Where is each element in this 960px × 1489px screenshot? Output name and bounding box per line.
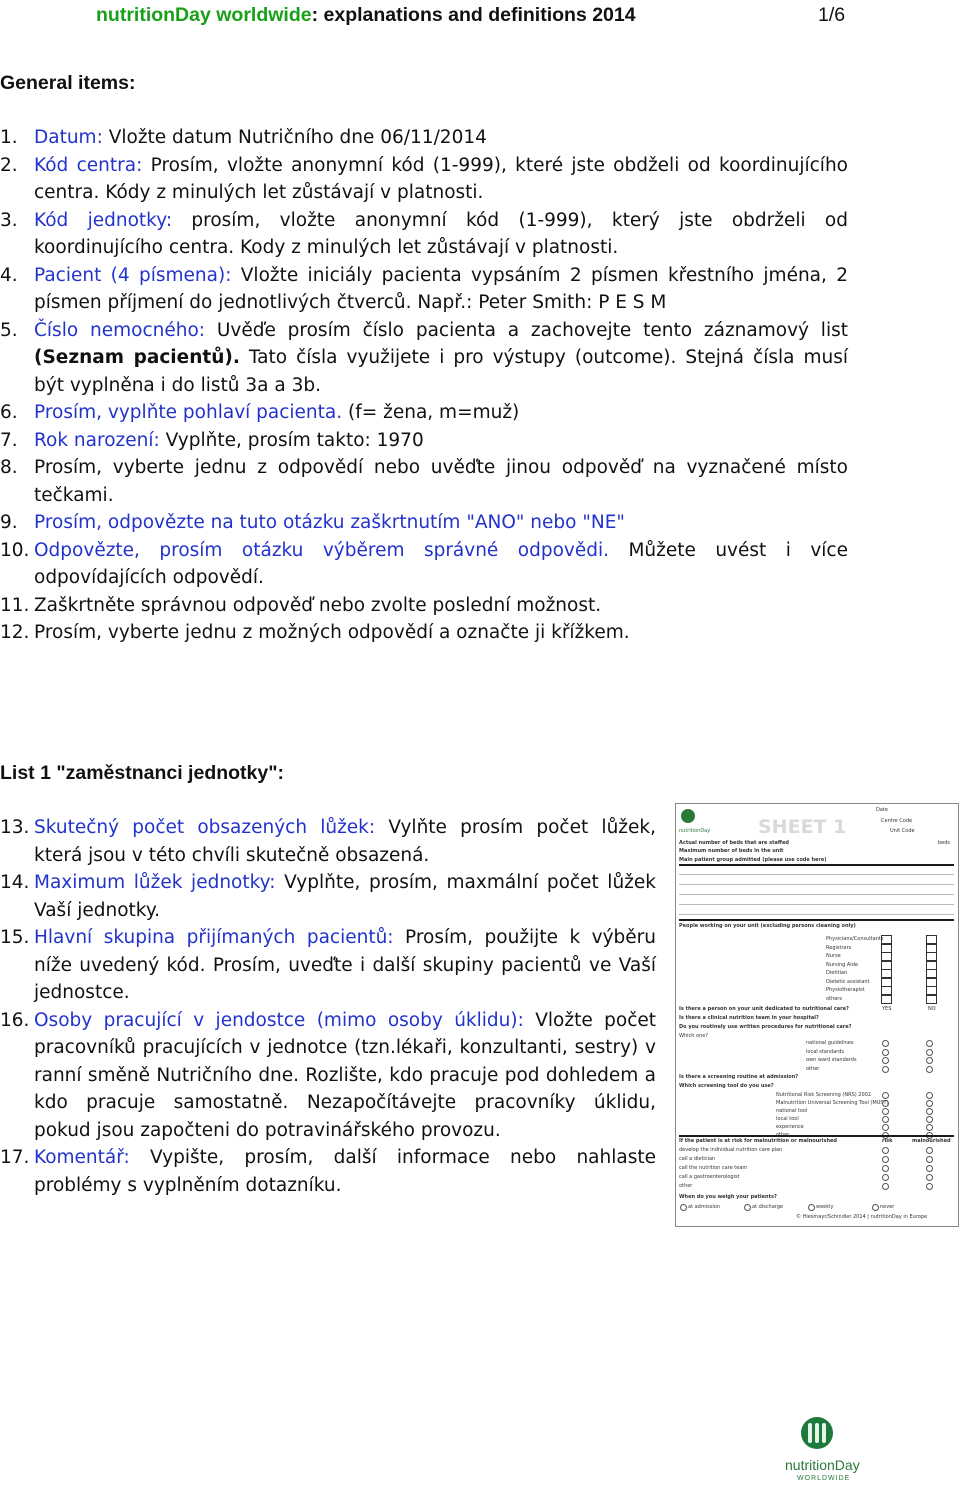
radio-icon — [882, 1040, 889, 1047]
sheet-logo-text: nutritionDay — [679, 828, 711, 834]
page-header — [96, 4, 846, 27]
item-number: 5. — [0, 319, 18, 341]
radio-icon — [926, 1057, 933, 1064]
sheet-main-group: Main patient group admitted (please use code here) — [679, 857, 827, 863]
item-text: Zaškrtněte správnou odpověď nebo zvolte poslední možnost. — [34, 594, 602, 616]
sheet-row-label: Nursing Aide — [826, 961, 858, 968]
radio-icon — [926, 1100, 933, 1107]
code-row — [679, 914, 954, 915]
item-number: 9. — [0, 512, 18, 533]
radio-icon — [872, 1204, 879, 1211]
sheet-risk-head: If the patient is at risk for malnutrition or malnourished — [679, 1138, 837, 1144]
item-label: Komentář: — [34, 1147, 130, 1168]
sheet-title: SHEET 1 — [758, 816, 847, 838]
sheet-centre-label: Centre Code — [881, 818, 913, 824]
radio-icon — [882, 1165, 889, 1172]
radio-icon — [882, 1108, 889, 1115]
item-number: 11. — [0, 594, 30, 616]
section-title-sheet1: List 1 "zaměstnanci jednotky": — [0, 762, 284, 784]
nutritionday-logo-mark-icon — [801, 1417, 833, 1449]
sheet-row-label: Physiotherapist — [826, 987, 865, 993]
radio-icon — [926, 1165, 933, 1172]
radio-icon — [926, 1116, 933, 1123]
sheet-row-label: experience — [776, 1124, 804, 1130]
sheet-q-team: Is there a clinical nutrition team in your hospital? — [679, 1015, 819, 1021]
item-text: Vložte iniciály pacienta vypsáním 2 písmen křestního jména, 2 písmen příjmení do jednotlivých čtverců. Např.: Peter Smith: P E S M — [34, 264, 848, 313]
sheet-weigh-option: never — [880, 1204, 895, 1210]
list-item — [0, 869, 656, 924]
sheet-row-label: call a dietician — [679, 1156, 716, 1162]
header-title: : explanations and definitions 2014 — [311, 4, 636, 26]
footer-logo-name: nutritionDay — [785, 1457, 860, 1473]
item-text: Prosím, vyberte jednu z možných odpovědí a označte ji křížkem. — [34, 622, 630, 643]
item-text: Prosím, vložte anonymní kód (1-999), které jste obdželi od koordinujícího centra. Kódy z minulých let zůstávají v platnosti. — [34, 154, 848, 203]
item-text: prosím, vložte anonymní kód (1-999), který jste obdrželi od koordinujícího centra. Kody z minulých let zůstávají v platnosti. — [34, 209, 848, 258]
item-label: Hlavní skupina přijímaných pacientů: — [34, 927, 394, 948]
sheet-weigh-option: at discharge — [752, 1204, 783, 1210]
radio-icon — [926, 1124, 933, 1131]
code-row — [679, 904, 954, 905]
item-text: Vyplňte, prosím takto: 1970 — [159, 429, 424, 451]
list-item — [0, 814, 656, 869]
item-text: (f= žena, m=muž) — [342, 402, 520, 423]
list-item — [0, 592, 848, 620]
item-label: Skutečný počet obsazených lůžek: — [34, 817, 376, 838]
sheet-weigh-option: at admission — [688, 1204, 720, 1210]
radio-icon — [882, 1156, 889, 1163]
sheet-row-label: Physicians/Consultants — [826, 936, 884, 942]
code-row — [679, 884, 954, 885]
code-row — [679, 874, 954, 875]
sheet-unit-label: Unit Code — [890, 828, 915, 834]
sheet-row-label: local standards — [806, 1048, 845, 1055]
item-text: Tato čísla využijete i pro výstupy (outcome). Stejná čísla musí být vyplněna i do listů 3a a 3b. — [34, 347, 849, 396]
sheet-tool-q: Which screening tool do you use? — [679, 1083, 774, 1089]
code-row — [679, 894, 954, 895]
sheet-row-label: local tool — [776, 1116, 799, 1122]
radio-icon — [926, 1066, 933, 1073]
item-number: 8. — [0, 457, 18, 478]
item-label: Maximum lůžek jednotky: — [34, 872, 276, 893]
radio-icon — [926, 1049, 933, 1056]
sheet-q-procedures: Do you routinely use written procedures for nutritional care? — [679, 1024, 852, 1030]
item-label: Datum: — [34, 127, 103, 148]
sheet1-items-list — [0, 814, 656, 1199]
sheet-row-label: other — [806, 1065, 820, 1072]
item-number: 12. — [0, 622, 30, 643]
sheet-row-label: Registrars — [826, 944, 852, 951]
list-item — [0, 124, 848, 152]
item-label: Rok narození: — [34, 429, 160, 451]
item-text: Vložte počet pracovníků pracujících v jednotce (tzn.lékaři, konzultanti, sestry) v ranní směně Nutričního dne. Rozlište, kdo pracuje pod dohledem a kdo pracuje samostatně. Nezapočítávejte pracovníky úklidu, pokud jsou započteni do potravinářského provozu. — [34, 1009, 657, 1141]
sheet-risk: risk — [882, 1138, 893, 1144]
item-text: Můžete uvést i více odpovídajících odpovědí. — [34, 539, 848, 588]
divider — [679, 919, 954, 921]
sheet-row-label: Nurse — [826, 953, 841, 959]
radio-icon — [882, 1066, 889, 1073]
nutritionday-logo-icon — [681, 809, 695, 823]
radio-icon — [680, 1204, 687, 1211]
item-label: Osoby pracující v jendostce (mimo osoby úklidu): — [34, 1009, 524, 1031]
radio-icon — [926, 1108, 933, 1115]
item-text: Vložte datum Nutričního dne 06/11/2014 — [102, 127, 487, 148]
sheet-yes: YES — [882, 1006, 892, 1012]
sheet-row-label: Nutritional Risk Screening (NRS) 2002 — [776, 1092, 872, 1098]
radio-icon — [926, 1040, 933, 1047]
divider — [679, 864, 954, 866]
sheet-row-label: Malnutrition Universal Screening Tool (MUST) — [776, 1100, 889, 1106]
sheet1-form-thumbnail — [675, 803, 959, 1227]
list-item — [0, 152, 848, 207]
radio-icon — [882, 1049, 889, 1056]
item-number: 13. — [0, 817, 30, 838]
sheet-row-label: Dietetic assistant — [826, 978, 870, 985]
list-item — [0, 317, 848, 400]
sheet-screen-q: Is there a screening routine at admission? — [679, 1074, 799, 1080]
radio-icon — [926, 1183, 933, 1190]
general-items-list — [0, 124, 848, 647]
radio-icon — [808, 1204, 815, 1211]
radio-icon — [744, 1204, 751, 1211]
item-number: 10. — [0, 539, 30, 561]
item-number: 16. — [0, 1009, 30, 1031]
item-text-bold: (Seznam pacientů). — [34, 347, 240, 368]
list-item — [0, 427, 848, 455]
item-label: Kód centra: — [34, 154, 143, 176]
sheet-staff-head: People working on your unit (excluding persons cleaning only) — [679, 923, 856, 929]
radio-icon — [882, 1124, 889, 1131]
count-box — [881, 995, 892, 1004]
radio-icon — [926, 1174, 933, 1181]
radio-icon — [882, 1092, 889, 1099]
nutritionday-footer-logo — [785, 1413, 860, 1489]
item-number: 14. — [0, 872, 30, 893]
radio-icon — [882, 1147, 889, 1154]
sheet-malnourished: malnourished — [912, 1138, 951, 1144]
item-number: 2. — [0, 154, 18, 176]
radio-icon — [882, 1183, 889, 1190]
divider — [679, 1135, 954, 1137]
list-item — [0, 924, 656, 1007]
radio-icon — [882, 1174, 889, 1181]
sheet-row-label: develop the individual nutrition care plan — [679, 1147, 783, 1153]
list-item — [0, 207, 848, 262]
page-number: 1/6 — [818, 4, 846, 26]
item-number: 4. — [0, 264, 18, 286]
list-item — [0, 537, 848, 592]
item-number: 17. — [0, 1147, 30, 1168]
item-label: Číslo nemocného: — [34, 319, 205, 341]
sheet-row-label: Dietitian — [826, 970, 848, 976]
item-number: 15. — [0, 927, 30, 948]
item-number: 1. — [0, 127, 18, 148]
sheet-row-label: national guidelines — [806, 1040, 854, 1046]
sheet-footer: © Hiesmayr/Schindler 2014 | nutritionDay in Europe — [796, 1214, 928, 1220]
sheet-row-label: call the nutrition care team — [679, 1165, 748, 1171]
item-text: Vylňte prosím počet lůžek, která jsou v této chvíli skutečně obsazená. — [34, 817, 656, 866]
radio-icon — [882, 1100, 889, 1107]
sheet-beds-unit: beds — [938, 840, 951, 846]
sheet-no: NO — [928, 1006, 936, 1012]
item-number: 3. — [0, 209, 18, 231]
list-item — [0, 1144, 656, 1199]
item-text: Prosím, vyberte jednu z odpovědí nebo uvěďte jinou odpověď na vyznačené místo tečkami. — [34, 457, 848, 506]
count-box — [926, 995, 937, 1004]
list-item — [0, 454, 848, 509]
sheet-row-label: national tool — [776, 1108, 808, 1114]
sheet-weigh-q: When do you weigh your patients? — [679, 1194, 777, 1200]
list-item — [0, 399, 848, 427]
radio-icon — [926, 1147, 933, 1154]
list-item — [0, 619, 848, 647]
list-item — [0, 509, 848, 537]
list-item — [0, 262, 848, 317]
sheet-row-label: own ward standards — [806, 1057, 857, 1063]
item-number: 7. — [0, 429, 18, 451]
item-number: 6. — [0, 402, 18, 423]
sheet-date-label: Date — [876, 807, 888, 813]
sheet-beds-max: Maximum number of beds in the unit — [679, 848, 784, 854]
sheet-beds-occupied: Actual number of beds that are staffed — [679, 840, 789, 846]
item-label: Pacient (4 písmena): — [34, 264, 232, 286]
item-text: Uvěďe prosím číslo pacienta a zachovejte tento záznamový list — [205, 319, 848, 341]
footer-logo-sub: WORLDWIDE — [797, 1475, 851, 1482]
sheet-q-dietitian: Is there a person on your unit dedicated to nutritional care? — [679, 1006, 849, 1012]
radio-icon — [926, 1156, 933, 1163]
item-label: Odpovězte, prosím otázku výběrem správné odpovědi. — [34, 539, 609, 561]
header-title-brand: nutritionDay worldwide — [96, 4, 312, 26]
item-label: Prosím, odpovězte na tuto otázku zaškrtnutím "ANO" nebo "NE" — [34, 512, 625, 533]
section-title-general: General items: — [0, 72, 136, 94]
radio-icon — [882, 1057, 889, 1064]
item-text: Prosím, použijte k výběru níže uvedený kód. Prosím, uveďte i další skupiny pacientů ve Vaší jednostce. — [34, 927, 656, 1003]
item-label: Prosím, vyplňte pohlaví pacienta. — [34, 402, 343, 423]
sheet-which-one: Which one? — [679, 1033, 708, 1039]
radio-icon — [926, 1092, 933, 1099]
radio-icon — [882, 1116, 889, 1123]
sheet-row-label: others — [826, 995, 842, 1002]
item-text: Vyplňte, prosím, maxmální počet lůžek Vaší jednotky. — [34, 872, 656, 921]
item-label: Kód jednotky: — [34, 209, 173, 231]
sheet-weigh-option: weekly — [816, 1204, 834, 1210]
sheet-row-label: other — [679, 1183, 693, 1189]
item-text: Vypište, prosím, další informace nebo nahlaste problémy s vyplněním dotazníku. — [34, 1147, 656, 1196]
list-item — [0, 1007, 656, 1145]
sheet-row-label: call a gastroenterologist — [679, 1174, 740, 1180]
